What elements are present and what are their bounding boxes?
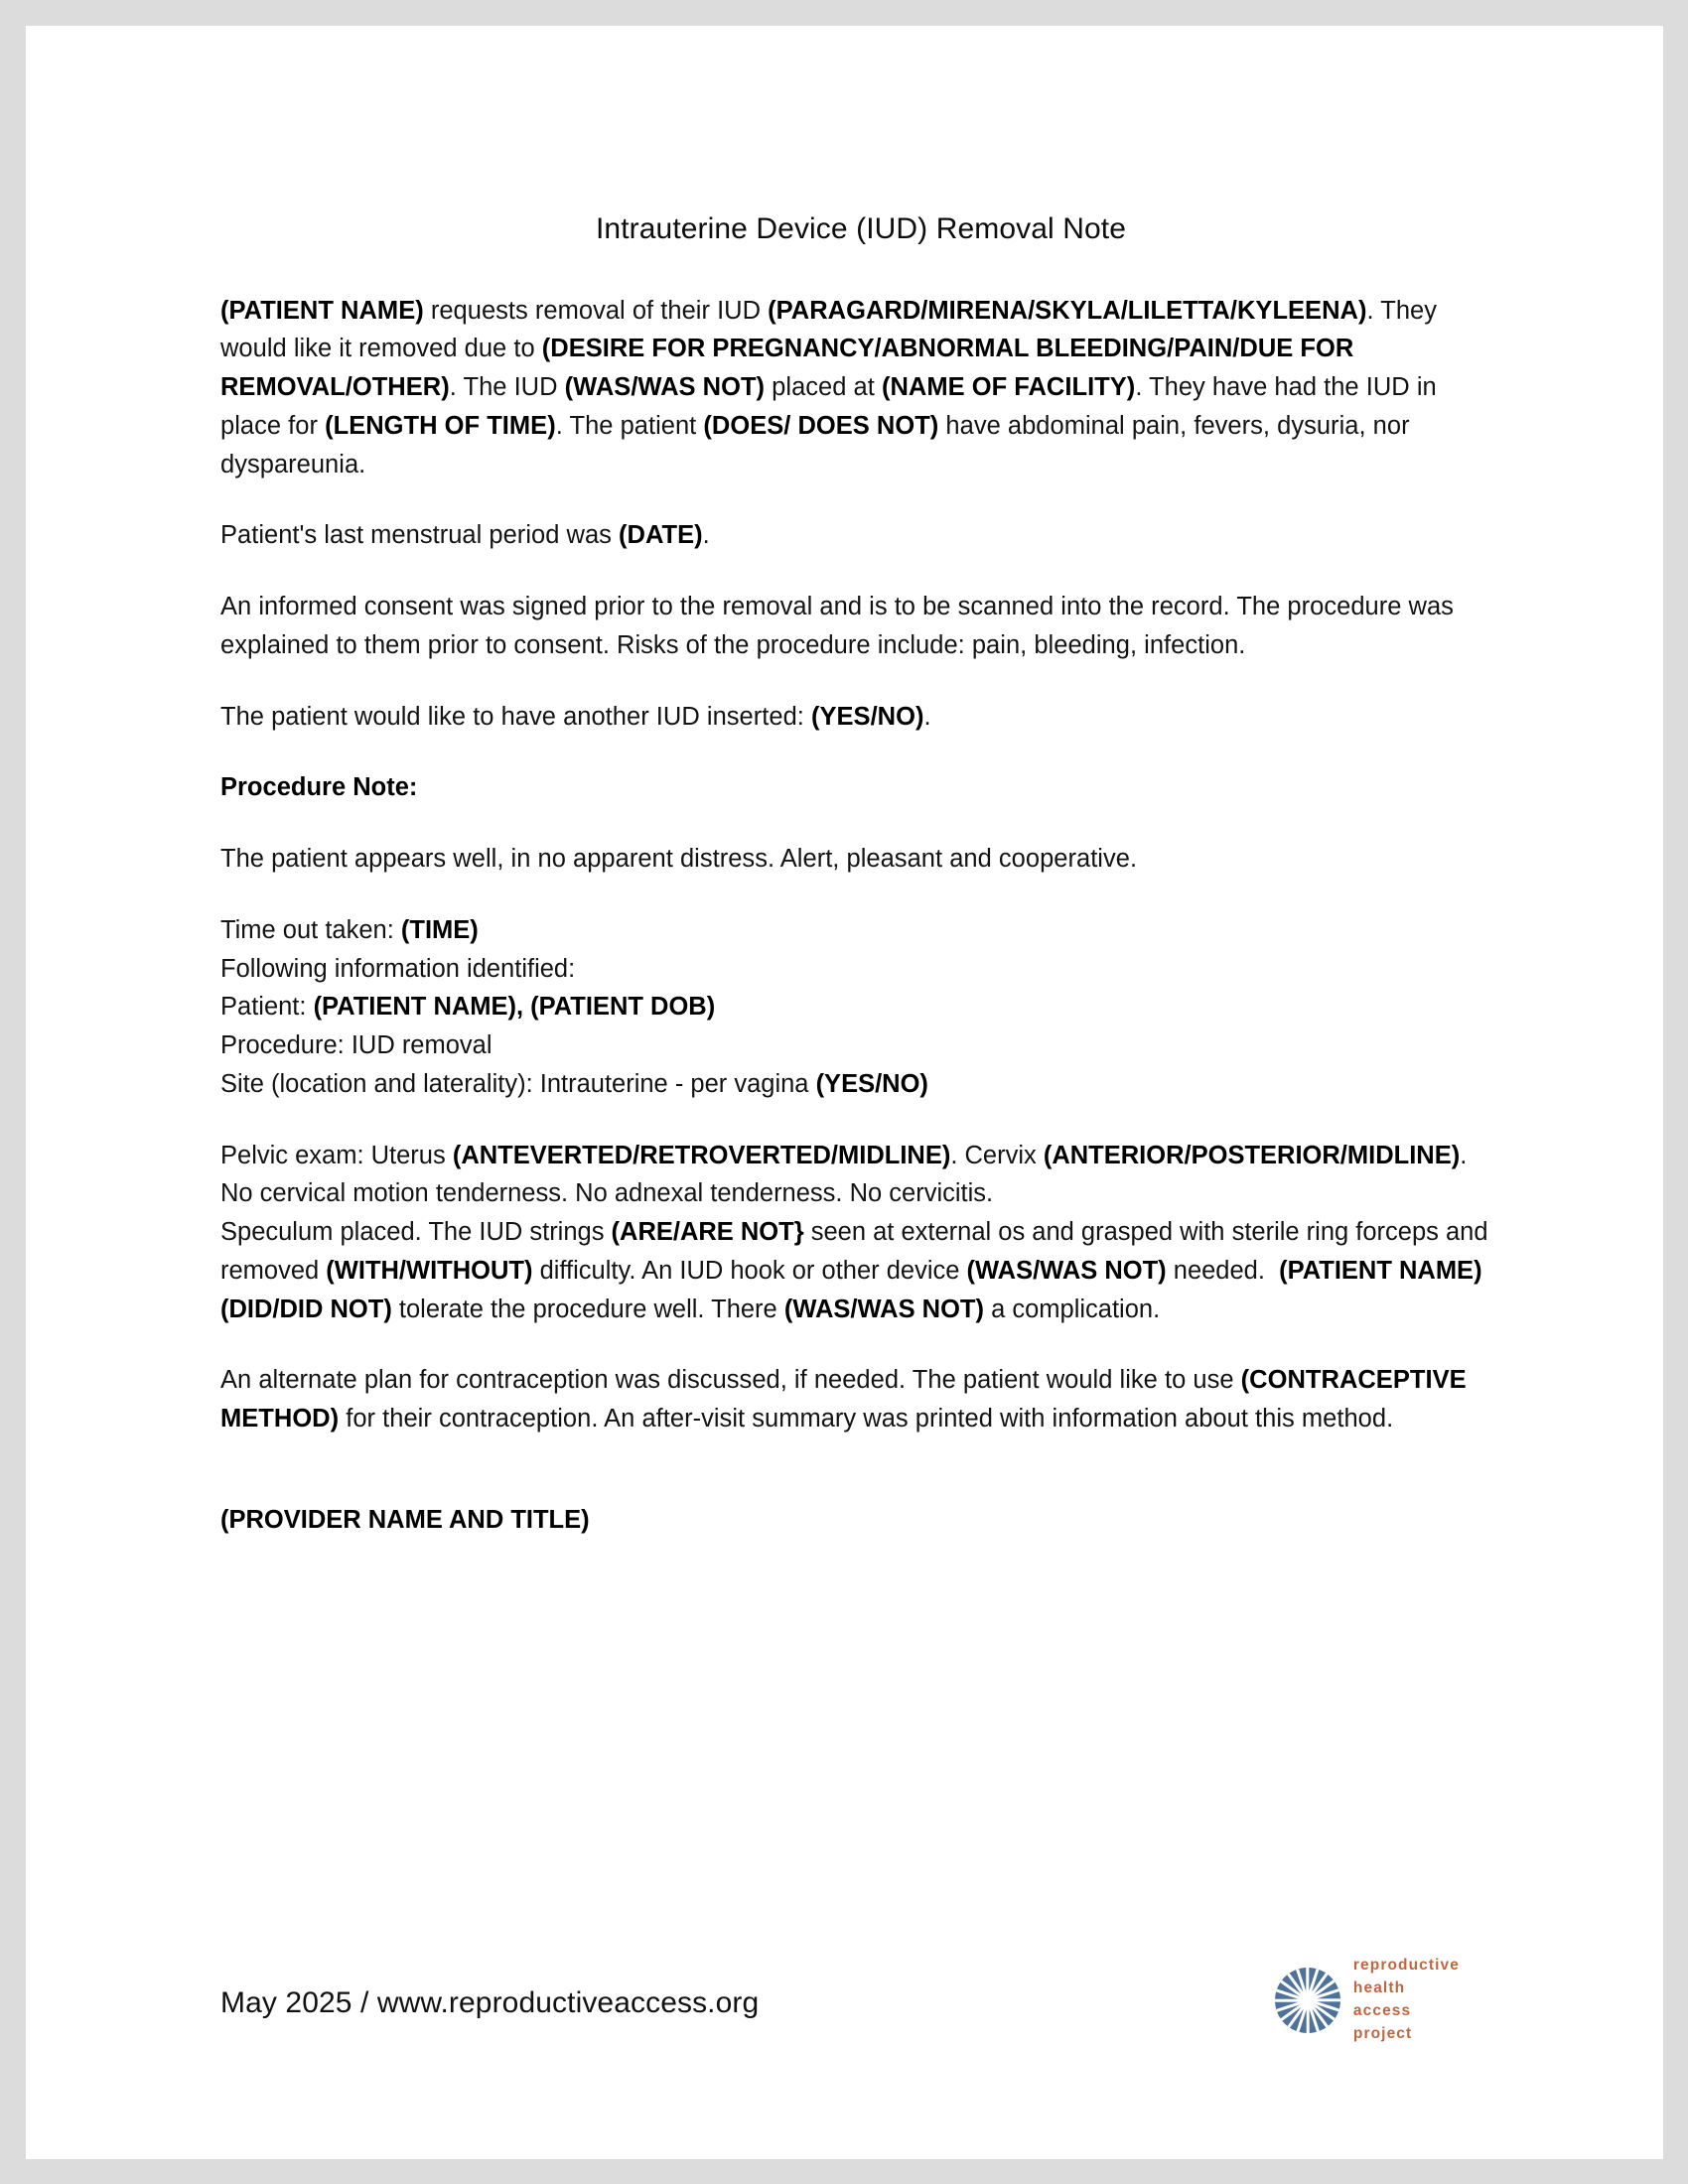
- text-run: The patient would like to have another IUD inserted:: [220, 702, 811, 731]
- timeout-line-site: [220, 1065, 1501, 1104]
- logo-line-project: project: [1352, 2024, 1413, 2042]
- text-run: Pelvic exam: Uterus: [220, 1141, 453, 1169]
- text-run: Speculum placed. The IUD strings: [220, 1218, 612, 1246]
- placeholder-patient-did-did-not: (PATIENT NAME) (DID/DID NOT): [220, 1256, 1489, 1323]
- logo-line-reproductive: reproductive: [1352, 1957, 1460, 1974]
- timeout-line-patient: [220, 988, 1501, 1026]
- placeholder-iud-brand: (PARAGARD/MIRENA/SKYLA/LILETTA/KYLEENA): [768, 296, 1367, 325]
- placeholder-contraceptive-method: (CONTRACEPTIVE METHOD): [220, 1366, 1467, 1433]
- page-footer: [220, 1955, 1514, 2074]
- placeholder-site-yes-no: (YES/NO): [815, 1069, 928, 1098]
- footer-date-and-url: May 2025 / www.reproductiveaccess.org: [220, 1986, 760, 2019]
- text-run: a complication.: [983, 1295, 1161, 1323]
- page-title: Intrauterine Device (IUD) Removal Note: [596, 212, 1126, 245]
- speculum-procedure-line: [220, 1213, 1501, 1328]
- timeout-line-procedure: Procedure: IUD removal: [220, 1031, 492, 1059]
- text-run: Patient:: [220, 993, 314, 1022]
- logo-wordmark: [1353, 1955, 1460, 2046]
- timeout-checklist-block: [220, 911, 1501, 1104]
- placeholder-does-does-not: (DOES/ DOES NOT): [703, 411, 939, 440]
- provider-signature-line: (PROVIDER NAME AND TITLE): [220, 1505, 590, 1534]
- placeholder-patient-name: (PATIENT NAME): [220, 296, 424, 325]
- text-run: needed.: [1166, 1256, 1280, 1285]
- text-run: difficulty. An IUD hook or other device: [532, 1256, 967, 1285]
- placeholder-lmp-date: (DATE): [619, 521, 703, 550]
- text-run: for their contraception. An after-visit summary was printed with information about this method.: [339, 1405, 1394, 1433]
- placeholder-was-placed: (WAS/WAS NOT): [564, 373, 766, 401]
- placeholder-length-of-time: (LENGTH OF TIME): [325, 411, 556, 440]
- organization-logo: [1275, 1955, 1460, 2046]
- text-run: have abdominal pain, fevers, dysuria, nor dyspareunia.: [220, 411, 1410, 478]
- pelvic-exam-line: [220, 1137, 1501, 1214]
- text-run: . The IUD: [449, 373, 565, 401]
- placeholder-patient-name-dob: (PATIENT NAME), (PATIENT DOB): [313, 993, 716, 1022]
- section-heading-procedure-note: Procedure Note:: [220, 773, 418, 802]
- placeholder-removal-reason: (DESIRE FOR PREGNANCY/ABNORMAL BLEEDING/PAIN/DUE FOR REMOVAL/OTHER): [220, 335, 1354, 401]
- text-run: Site (location and laterality): Intrauterine - per vagina: [220, 1069, 816, 1098]
- text-run: Patient's last menstrual period was: [220, 521, 620, 550]
- placeholder-with-without: (WITH/WITHOUT): [326, 1256, 533, 1285]
- paragraph-general-appearance: The patient appears well, in no apparent distress. Alert, pleasant and cooperative.: [220, 845, 1138, 873]
- exam-and-procedure-block: [220, 1137, 1501, 1329]
- text-run: requests removal of their IUD: [423, 296, 769, 325]
- timeout-line-following-information: Following information identified:: [220, 954, 576, 983]
- radial-spokes-circle-icon: [1275, 1968, 1340, 2033]
- document-body: [220, 210, 1501, 1540]
- placeholder-reinsert-yes-no: (YES/NO): [810, 702, 924, 731]
- logo-line-access: access: [1352, 2001, 1412, 2019]
- text-run: placed at: [765, 373, 882, 401]
- text-run: . Cervix: [950, 1141, 1044, 1169]
- text-run: . They have had the IUD in place for: [220, 373, 1437, 440]
- timeout-line-time-out-taken: [220, 911, 1501, 950]
- paragraph-reinsertion-request: [220, 698, 1501, 737]
- document-page: [26, 26, 1663, 2159]
- placeholder-facility-name: (NAME OF FACILITY): [881, 373, 1136, 401]
- text-run: seen at external os and grasped with sterile ring forceps and removed: [220, 1218, 1495, 1285]
- paragraph-informed-consent: An informed consent was signed prior to the removal and is to be scanned into the record. The procedure was explained to them prior to consent. Risks of the procedure include: pain, bleeding, infection.: [220, 593, 1454, 659]
- text-run: An alternate plan for contraception was discussed, if needed. The patient would like to use: [220, 1366, 1241, 1395]
- text-run: . No cervical motion tenderness. No adnexal tenderness. No cervicitis.: [220, 1141, 1475, 1208]
- placeholder-time: (TIME): [400, 915, 479, 944]
- placeholder-complication-was-was-not: (WAS/WAS NOT): [783, 1295, 984, 1323]
- logo-line-health: health: [1352, 1979, 1406, 1996]
- text-run: . They would like it removed due to: [220, 296, 1438, 363]
- placeholder-strings-are-are-not: (ARE/ARE NOT}: [611, 1218, 804, 1246]
- text-run: Time out taken:: [220, 915, 401, 944]
- paragraph-last-menstrual-period: [220, 516, 1501, 555]
- paragraph-alternate-contraception: [220, 1361, 1501, 1438]
- placeholder-cervix-position: (ANTERIOR/POSTERIOR/MIDLINE): [1043, 1141, 1461, 1169]
- placeholder-uterus-position: (ANTEVERTED/RETROVERTED/MIDLINE): [452, 1141, 951, 1169]
- text-run: .: [702, 521, 710, 550]
- text-run: tolerate the procedure well. There: [391, 1295, 784, 1323]
- paragraph-removal-request: [220, 292, 1501, 484]
- text-run: .: [923, 702, 931, 731]
- text-run: . The patient: [555, 411, 704, 440]
- placeholder-hook-was-was-not: (WAS/WAS NOT): [966, 1256, 1167, 1285]
